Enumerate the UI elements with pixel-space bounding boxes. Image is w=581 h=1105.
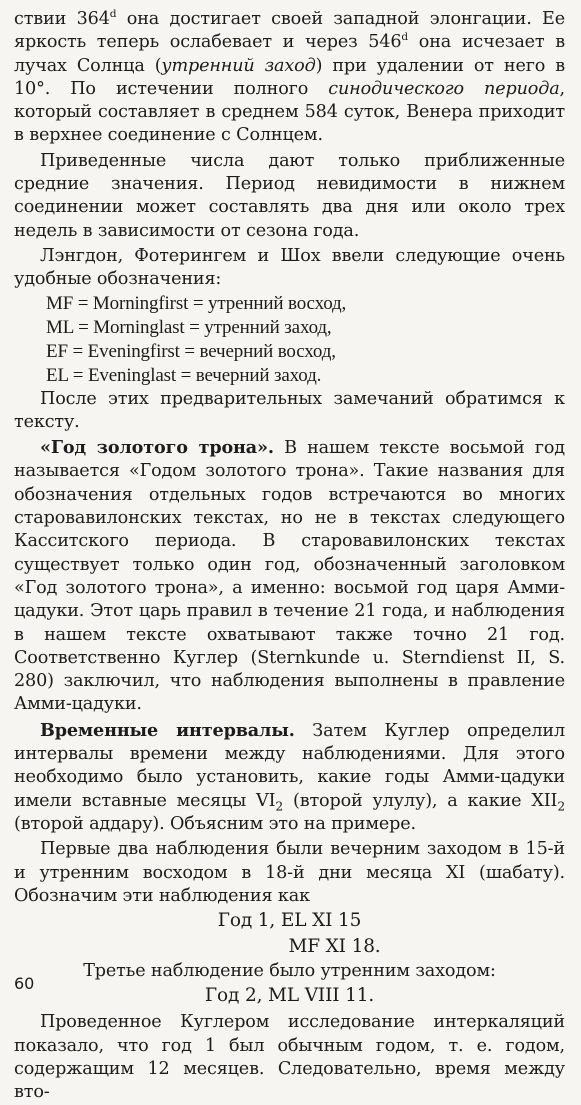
paragraph-time-intervals: Временные интервалы. Затем Куглер определил интервалы времени между наблюдениями. Для этого необходимо было установить, какие годы Амми-цадуки имели вставные месяцы $VI_2$ (второй улулу), а какие $XII_2$ (второй аддару). Объясним это на примере. xyxy=(14,719,565,834)
section-heading-golden-throne: «Год золотого трона». xyxy=(40,437,274,459)
paragraph-venus-elongation: ствии 364$^d$ она достигает своей западной элонгации. Ее яркость теперь ослабевает и через 546$^d$ она исчезает в лучах Солнца (утренний заход) при удалении от него в 10°. По истечении полного синодического периода, который составляет в среднем 584 суток, Венера приходит в верхнее соединение с Солнцем. xyxy=(14,8,565,146)
paragraph-preliminary: После этих предварительных замечаний обратимся к тексту. xyxy=(14,388,565,432)
paragraph-notation-intro: Лэнгдон, Фотерингем и Шох ввели следующие очень удобные обозначения: xyxy=(14,245,565,290)
notation-ef: EF = Eveningfirst = вечерний восход, xyxy=(46,340,336,362)
paragraph-intercalation: Проведенное Куглером исследование интеркаляций показало, что год 1 был обычным годом, т. е. годом, содержащим 12 месяцев. Следовательно, время между вто- xyxy=(14,1012,565,1103)
formula-year-1-mf: MF XI 18. xyxy=(288,936,381,958)
term-morning-setting: утренний заход xyxy=(161,55,316,76)
formula-year-1: Год 1, EL XI 15 xyxy=(217,910,362,932)
notation-mf: MF = Morningfirst = утренний восход, xyxy=(46,292,347,314)
paragraph-average-values: Приведенные числа дают только приближенные средние значения. Период невидимости в нижнем соединении может составлять два дня или около трех недель в зависимости от сезона года. xyxy=(14,150,565,241)
page-number: 60 xyxy=(14,974,35,993)
formula-year-2: Год 2, ML VIII 11. xyxy=(204,985,375,1007)
page-text xyxy=(14,8,565,1105)
notation-el: EL = Eveninglast = вечерний заход. xyxy=(46,364,322,386)
paragraph-first-observations: Первые два наблюдения были вечерним заходом в 15-й и утренним восходом в 18-й дни месяца XI (шабату). Обозначим эти наблюдения как xyxy=(14,839,565,906)
section-heading-time-intervals: Временные интервалы. xyxy=(40,719,295,741)
paragraph-golden-throne: «Год золотого трона». В нашем тексте восьмой год называется «Годом золотого трона». Такие названия для обозначения отдельных годов встречаются во многих старовавилонских текстах, но не в текстах следующего Касситского периода. В старовавилонских текстах существует только один год, обозначенный заголовком «Год золотого трона», а именно: восьмой год царя Амми-цадуки. Этот царь правил в течение 21 года, и наблюдения в нашем тексте охватывают также точно 21 год. Соответственно Куглер (Sternkunde u. Sterndienst II, S. 280) заключил, что наблюдения выполнены в правление Амми-цадуки. xyxy=(14,437,565,715)
term-synodic-period: синодического периода xyxy=(328,78,560,99)
paragraph-third-observation: Третье наблюдение было утренним заходом: xyxy=(83,961,496,982)
notation-ml: ML = Morninglast = утренний заход, xyxy=(46,316,332,338)
notation-list xyxy=(46,292,565,388)
